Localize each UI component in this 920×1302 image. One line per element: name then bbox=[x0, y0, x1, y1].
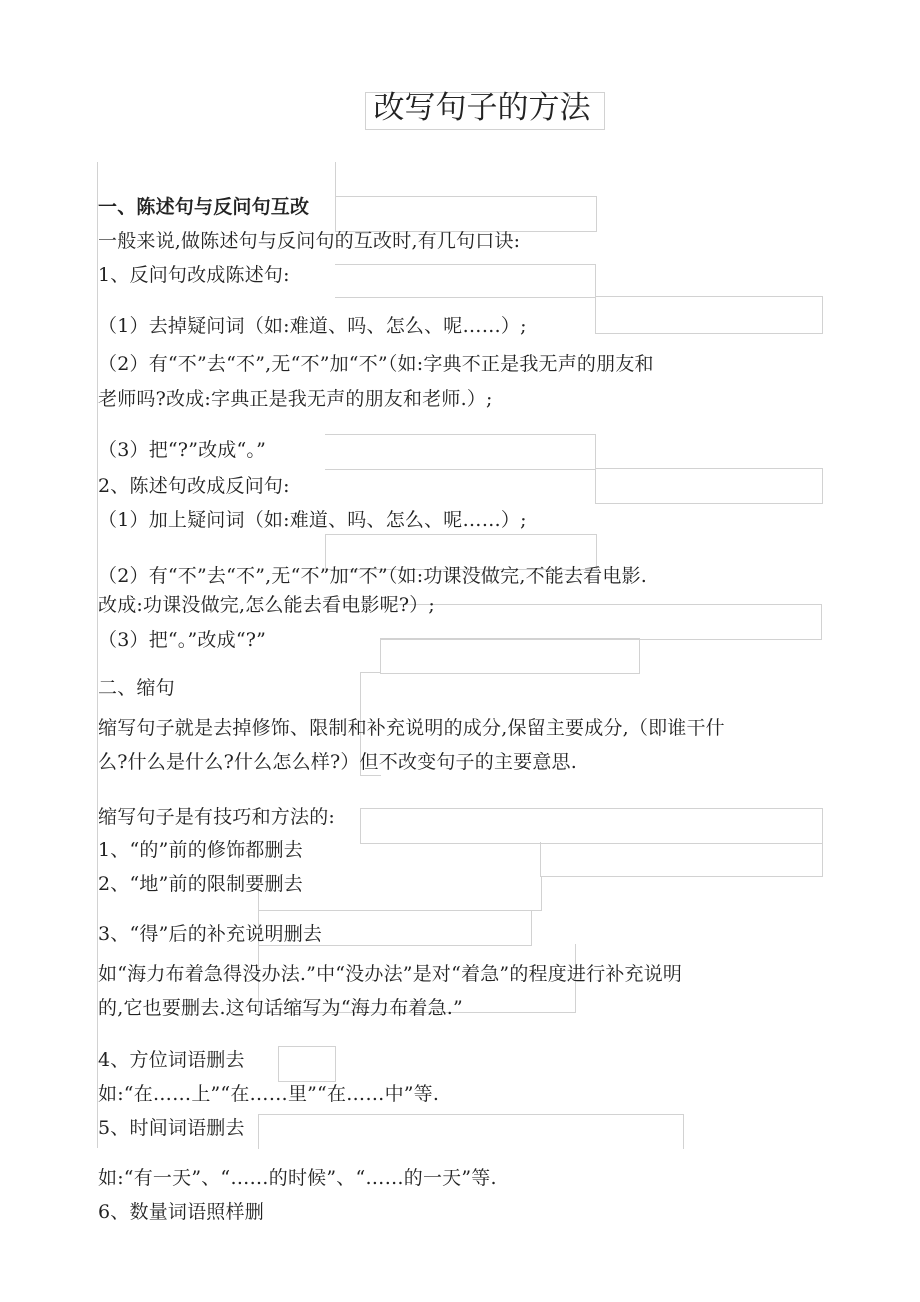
paragraph-line: 1、“的”前的修饰都删去 bbox=[98, 839, 303, 861]
frame-q bbox=[258, 1114, 684, 1149]
paragraph-line: 如:“有一天”、“……的时候”、“……的一天”等. bbox=[98, 1167, 497, 1189]
paragraph-line: 如“海力布着急得没办法.”中“没办法”是对“着急”的程度进行补充说明 bbox=[98, 963, 683, 985]
paragraph-line: 5、时间词语删去 bbox=[98, 1117, 245, 1139]
paragraph-line: 2、“地”前的限制要删去 bbox=[98, 873, 303, 895]
frame-l bbox=[540, 842, 823, 877]
paragraph-line: （2）有“不”去“不”,无“不”加“不”（如:功课没做完,不能去看电影. bbox=[98, 565, 648, 587]
frame-c bbox=[335, 264, 596, 298]
paragraph-line: 老师吗?改成:字典正是我无声的朋友和老师.）; bbox=[98, 388, 493, 410]
frame-b bbox=[335, 196, 597, 232]
section-1-heading: 一、陈述句与反问句互改 bbox=[98, 196, 310, 218]
paragraph-line: 缩写句子就是去掉修饰、限制和补充说明的成分,保留主要成分,（即谁干什 bbox=[98, 717, 725, 739]
paragraph-line: 如:“在……上”“在……里”“在……中”等. bbox=[98, 1083, 440, 1105]
paragraph-line: 的,它也要删去.这句话缩写为“海力布着急.” bbox=[98, 997, 463, 1019]
paragraph-line: （3）把“?”改成“。” bbox=[98, 439, 267, 461]
paragraph-line: 2、陈述句改成反问句: bbox=[98, 475, 290, 497]
paragraph-line: （2）有“不”去“不”,无“不”加“不”（如:字典不正是我无声的朋友和 bbox=[98, 353, 654, 375]
paragraph-line: 3、“得”后的补充说明删去 bbox=[98, 923, 323, 945]
frame-f bbox=[595, 468, 823, 504]
frame-p bbox=[278, 1046, 336, 1082]
paragraph-line: 么?什么是什么?什么怎么样?）但不改变句子的主要意思. bbox=[98, 751, 578, 773]
paragraph-line: 4、方位词语删去 bbox=[98, 1049, 245, 1071]
paragraph-line: （1）加上疑问词（如:难道、吗、怎么、呢……）; bbox=[98, 509, 527, 531]
paragraph-line: 6、数量词语照样删 bbox=[98, 1201, 264, 1223]
frame-d bbox=[595, 296, 823, 334]
paragraph-line: 1、反问句改成陈述句: bbox=[98, 264, 290, 286]
paragraph-line: （3）把“。”改成“?” bbox=[98, 629, 267, 651]
paragraph-line: 缩写句子是有技巧和方法的: bbox=[98, 806, 336, 828]
frame-k bbox=[360, 808, 823, 844]
frame-h bbox=[380, 604, 822, 640]
paragraph-line: 改成:功课没做完,怎么能去看电影呢?）; bbox=[98, 594, 436, 616]
paragraph-line: （1）去掉疑问词（如:难道、吗、怎么、呢……）; bbox=[98, 315, 527, 337]
page-title: 改写句子的方法 bbox=[373, 90, 591, 126]
section-2-heading: 二、缩句 bbox=[98, 677, 175, 699]
frame-i bbox=[380, 638, 640, 674]
frame-a bbox=[335, 162, 337, 196]
frame-e bbox=[325, 434, 596, 470]
paragraph-line: 一般来说,做陈述句与反问句的互改时,有几句口诀: bbox=[98, 230, 521, 252]
